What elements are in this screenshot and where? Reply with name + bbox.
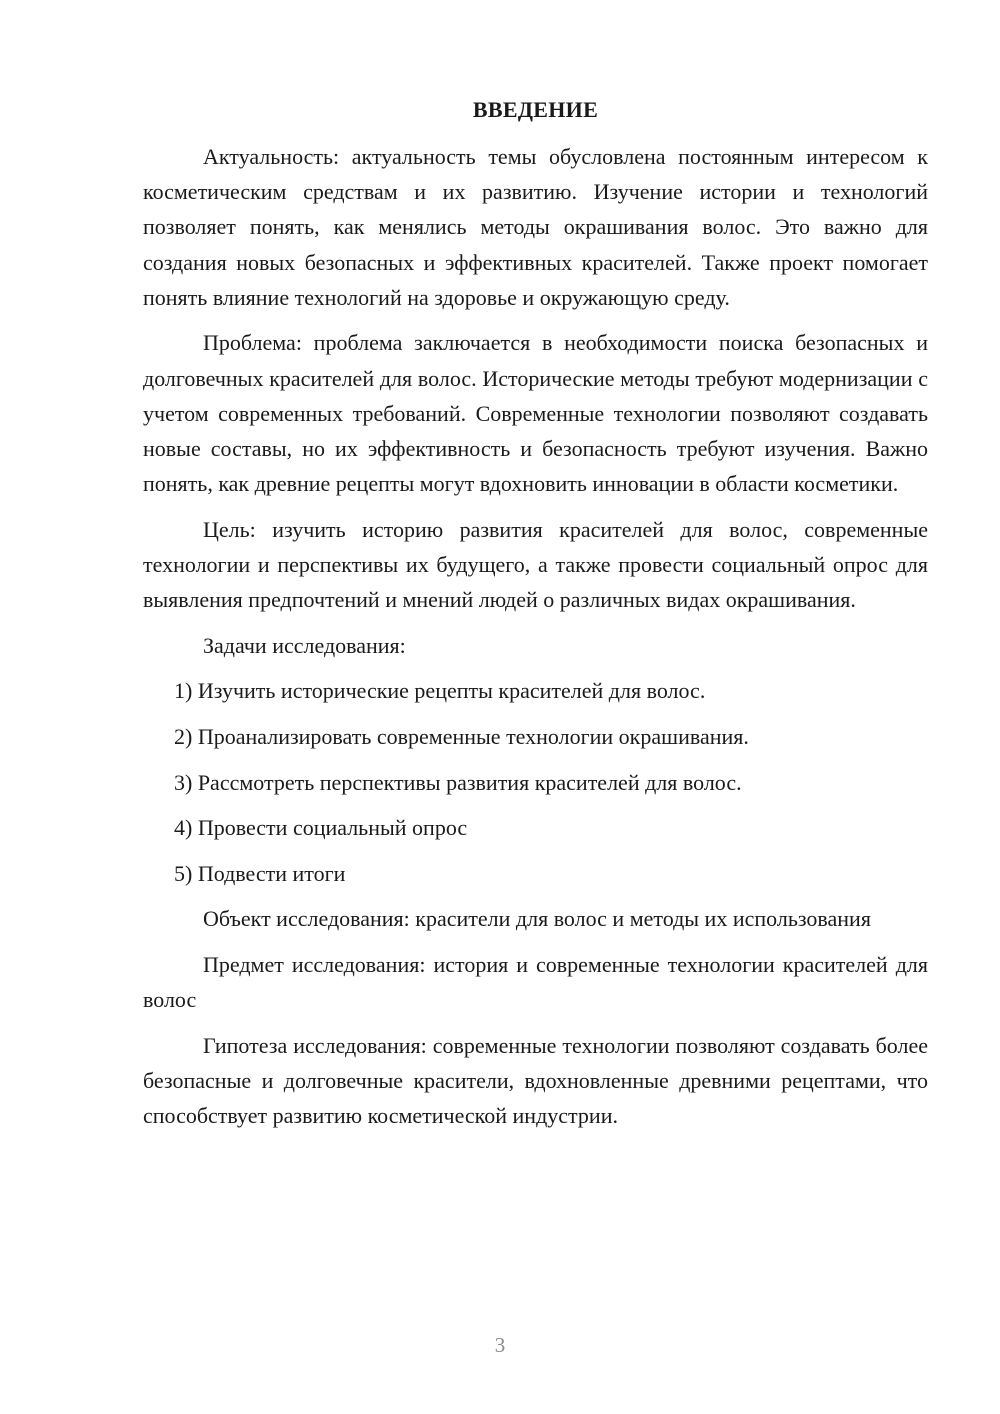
object-paragraph: Объект исследования: красители для волос и методы их использования [203, 906, 871, 932]
problem-paragraph: Проблема: проблема заключается в необходимости поиска безопасных и долговечных красителей для волос. Исторические методы требуют модернизации с учетом современных требований. Современные технологии позволяют создавать новые составы, но их эффективность и безопасность требуют изучения. Важно понять, как древние рецепты могут вдохновить инновации в области косметики. [143, 330, 928, 497]
hypothesis-paragraph: Гипотеза исследования: современные технологии позволяют создавать более безопасные и долговечные красители, вдохновленные древними рецептами, что способствует развитию косметической индустрии. [143, 1032, 928, 1129]
page-number: 3 [494, 1333, 506, 1357]
section-title: ВВЕДЕНИЕ [472, 97, 599, 122]
tasks-heading: Задачи исследования: [203, 632, 406, 658]
list-item: 3) Рассмотреть перспективы развития красителей для волос. [174, 769, 742, 795]
goal-paragraph: Цель: изучить историю развития красителей для волос, современные технологии и перспективы их будущего, а также провести социальный опрос для выявления предпочтений и мнений людей о различных видах окрашивания. [143, 516, 928, 613]
list-item: 2) Проанализировать современные технологии окрашивания. [174, 724, 749, 749]
list-item: 4) Провести социальный опрос [174, 815, 468, 841]
list-item: 1) Изучить исторические рецепты красителей для волос. [174, 678, 706, 704]
relevance-paragraph: Актуальность: актуальность темы обусловлена постоянным интересом к косметическим средствам и их развитию. Изучение истории и технологий позволяет понять, как менялись методы окрашивания волос. Это важно для создания новых безопасных и эффективных красителей. Также проект помогает понять влияние технологий на здоровье и окружающую среду. [143, 144, 928, 310]
document-page [143, 92, 928, 1144]
tasks-list [143, 673, 928, 891]
subject-paragraph: Предмет исследования: история и современные технологии красителей для волос [143, 951, 928, 1013]
list-item: 5) Подвести итоги [174, 860, 346, 886]
